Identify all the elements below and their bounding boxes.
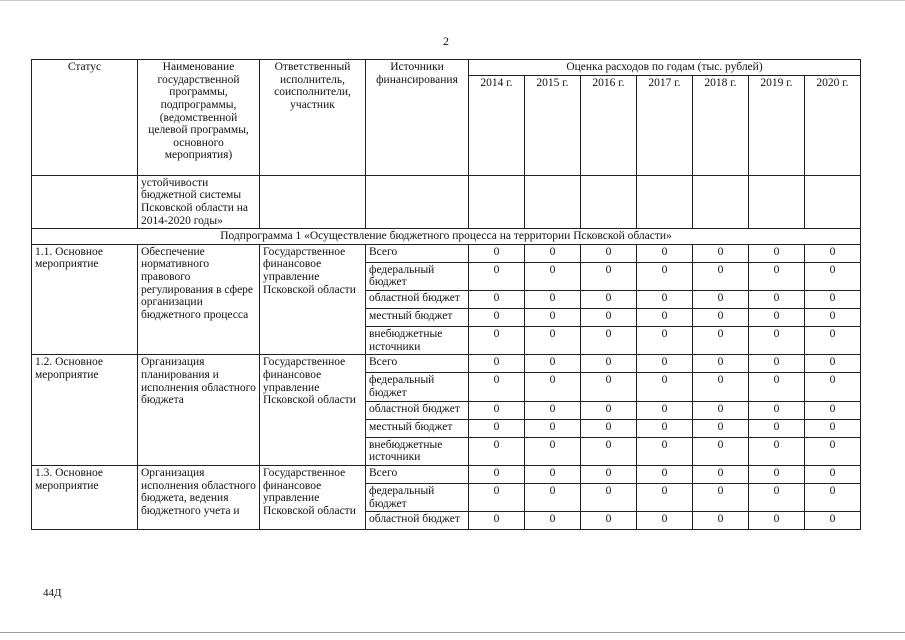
value-cell: 0 [693,419,749,437]
value-cell: 0 [693,373,749,401]
value-cell: 0 [805,483,861,511]
value-cell: 0 [749,419,805,437]
value-cell: 0 [749,483,805,511]
value-cell: 0 [749,465,805,483]
value-cell: 0 [693,512,749,530]
value-cell: 0 [805,291,861,309]
measure-status: 1.1. Основное мероприятие [32,244,138,355]
scan-edge-bottom [0,632,905,633]
value-cell: 0 [637,355,693,373]
value-cell: 0 [525,401,581,419]
funding-source: федеральный бюджет [366,373,469,401]
value-cell: 0 [749,327,805,355]
header-name: Наименование государственной программы, подпрограммы, (ведомственной целевой программы, основного мероприятия) [138,60,260,176]
value-cell: 0 [693,262,749,290]
value-cell: 0 [749,262,805,290]
value-cell: 0 [805,355,861,373]
measure-responsible: Государственное финансовое управление Псковской области [260,355,366,466]
value-cell: 0 [469,327,525,355]
year-header: 2017 г. [637,75,693,175]
value-cell: 0 [637,419,693,437]
value-cell: 0 [749,437,805,465]
value-cell: 0 [693,309,749,327]
year-header: 2014 г. [469,75,525,175]
measure-name: Организация исполнения областного бюджета, ведения бюджетного учета и [138,465,260,529]
funding-source: местный бюджет [366,419,469,437]
value-cell: 0 [469,355,525,373]
value-cell: 0 [525,483,581,511]
value-cell: 0 [469,419,525,437]
value-cell: 0 [805,327,861,355]
value-cell: 0 [805,401,861,419]
measure-responsible: Государственное финансовое управление Псковской области [260,244,366,355]
value-cell: 0 [581,512,637,530]
value-cell: 0 [581,244,637,262]
value-cell: 0 [805,419,861,437]
year-header: 2019 г. [749,75,805,175]
funding-source: областной бюджет [366,291,469,309]
year-header: 2015 г. [525,75,581,175]
value-cell: 0 [693,291,749,309]
value-cell: 0 [749,512,805,530]
year-header: 2018 г. [693,75,749,175]
value-cell: 0 [581,262,637,290]
value-cell: 0 [525,419,581,437]
value-cell: 0 [693,483,749,511]
funding-source: Всего [366,465,469,483]
value-cell: 0 [637,327,693,355]
value-cell: 0 [637,309,693,327]
page-number: 2 [443,34,449,48]
value-cell: 0 [581,327,637,355]
value-cell: 0 [581,309,637,327]
header-sources: Источники финансирования [366,60,469,176]
value-cell: 0 [805,309,861,327]
value-cell: 0 [637,465,693,483]
value-cell: 0 [525,437,581,465]
value-cell: 0 [693,437,749,465]
scan-edge-top [0,0,905,1]
value-cell: 0 [637,512,693,530]
value-cell: 0 [805,373,861,401]
header-cost-estimate: Оценка расходов по годам (тыс. рублей) [469,60,861,76]
measure-status: 1.2. Основное мероприятие [32,355,138,466]
value-cell: 0 [637,244,693,262]
continuation-cell: устойчивости бюджетной системы Псковской области на 2014-2020 годы» [138,175,260,229]
funding-source: федеральный бюджет [366,483,469,511]
value-cell: 0 [581,483,637,511]
measure-responsible: Государственное финансовое управление Псковской области [260,465,366,529]
measure-name: Организация планирования и исполнения областного бюджета [138,355,260,466]
value-cell: 0 [525,512,581,530]
funding-source: внебюджетные источники [366,327,469,355]
value-cell: 0 [805,244,861,262]
value-cell: 0 [805,437,861,465]
value-cell: 0 [525,373,581,401]
funding-source: Всего [366,355,469,373]
value-cell: 0 [525,309,581,327]
value-cell: 0 [525,244,581,262]
value-cell: 0 [693,355,749,373]
value-cell: 0 [637,483,693,511]
value-cell: 0 [581,465,637,483]
funding-source: федеральный бюджет [366,262,469,290]
budget-table [31,59,861,530]
value-cell: 0 [749,401,805,419]
value-cell: 0 [805,465,861,483]
funding-source: местный бюджет [366,309,469,327]
value-cell: 0 [581,419,637,437]
value-cell: 0 [749,373,805,401]
value-cell: 0 [693,465,749,483]
table-row [32,244,861,262]
funding-source: областной бюджет [366,401,469,419]
footer-code: 44Д [43,587,62,599]
year-header: 2020 г. [805,75,861,175]
value-cell: 0 [693,327,749,355]
value-cell: 0 [749,355,805,373]
value-cell: 0 [469,437,525,465]
value-cell: 0 [805,512,861,530]
value-cell: 0 [525,291,581,309]
value-cell: 0 [469,483,525,511]
value-cell: 0 [525,262,581,290]
value-cell: 0 [525,355,581,373]
value-cell: 0 [637,437,693,465]
measure-name: Обеспечение нормативного правового регулирования в сфере организации бюджетного процесса [138,244,260,355]
header-responsible: Ответственный исполнитель, соисполнители, участник [260,60,366,176]
value-cell: 0 [469,262,525,290]
value-cell: 0 [693,401,749,419]
value-cell: 0 [805,262,861,290]
measure-status: 1.3. Основное мероприятие [32,465,138,529]
value-cell: 0 [525,327,581,355]
value-cell: 0 [581,291,637,309]
value-cell: 0 [469,291,525,309]
value-cell: 0 [637,262,693,290]
value-cell: 0 [581,401,637,419]
table-row [32,355,861,373]
value-cell: 0 [749,244,805,262]
year-header: 2016 г. [581,75,637,175]
value-cell: 0 [469,244,525,262]
continuation-row [32,175,861,229]
value-cell: 0 [469,373,525,401]
value-cell: 0 [525,465,581,483]
table-row [32,465,861,483]
value-cell: 0 [749,291,805,309]
value-cell: 0 [637,401,693,419]
subprogram-row [32,229,861,245]
value-cell: 0 [637,373,693,401]
value-cell: 0 [749,309,805,327]
funding-source: Всего [366,244,469,262]
value-cell: 0 [581,437,637,465]
value-cell: 0 [469,401,525,419]
value-cell: 0 [581,373,637,401]
funding-source: внебюджетные источники [366,437,469,465]
value-cell: 0 [469,512,525,530]
header-status: Статус [32,60,138,176]
value-cell: 0 [637,291,693,309]
subprogram-title: Подпрограмма 1 «Осуществление бюджетного процесса на территории Псковской области» [32,229,861,245]
value-cell: 0 [469,465,525,483]
funding-source: областной бюджет [366,512,469,530]
value-cell: 0 [693,244,749,262]
value-cell: 0 [581,355,637,373]
value-cell: 0 [469,309,525,327]
